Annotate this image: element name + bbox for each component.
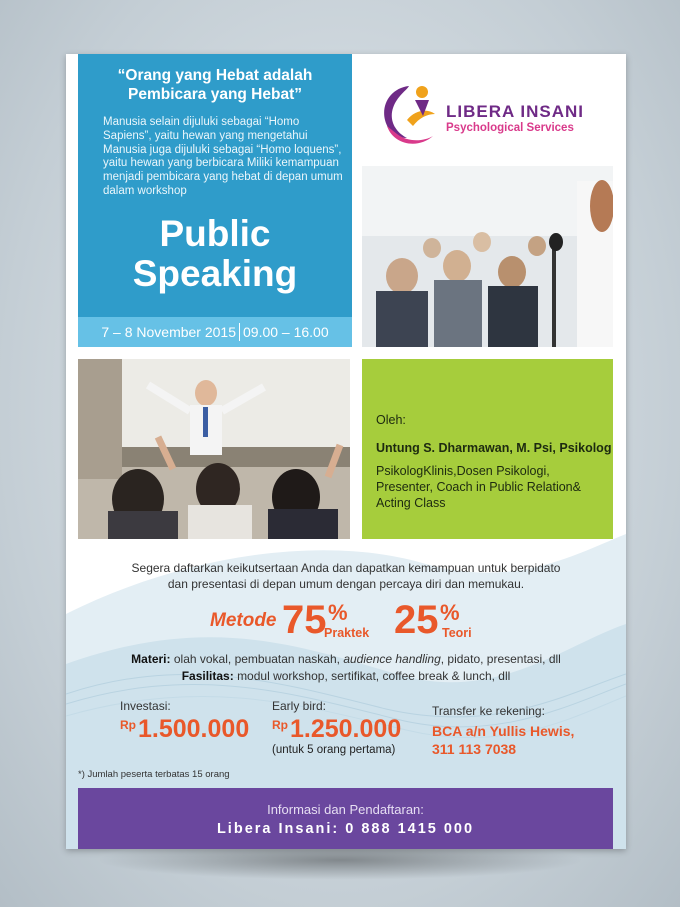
materi-italic-text: audience handling (343, 652, 441, 666)
speaker-description: PsikologKlinis,Dosen Psikologi, Presenter, Coach in Public Relation& Acting Class (376, 464, 581, 510)
transfer-account-name: BCA a/n Yullis Hewis, (432, 723, 575, 739)
event-date: 7 – 8 November 2015 (101, 324, 236, 340)
materi-text: olah vokal, pembuatan naskah, (173, 652, 340, 666)
early-bird-note: (untuk 5 orang pertama) (272, 744, 396, 756)
investasi-currency: Rp (120, 718, 136, 732)
event-time: 09.00 – 16.00 (243, 324, 329, 340)
investasi-label: Investasi: (120, 699, 171, 713)
fasilitas-line (86, 669, 606, 683)
theory-percent-sign: % (440, 600, 460, 625)
intro-text: Manusia selain dijuluki sebagai “Homo Sapiens”, yaitu hewan yang mengetahui Manusia juga dijuluki sebagai “Homo loquens”, yaitu hewan yang berbicara Miliki kemampuan menjadi pembicara yang hebat di depan umum dalam workshop (103, 116, 343, 197)
flyer (66, 54, 626, 849)
speaker-panel (362, 359, 613, 539)
date-separator (239, 323, 240, 341)
theory-label: Teori (442, 626, 472, 640)
early-bird-amount: 1.250.000 (290, 715, 402, 743)
speaker-by-label: Oleh: (376, 413, 406, 427)
invitation-line-1: Segera daftarkan keikutsertaan Anda dan dapatkan kemampuan untuk berpidato (131, 561, 561, 575)
invitation-text (96, 560, 596, 592)
libera-insani-logo-icon (379, 80, 441, 154)
speaker-name: Untung S. Dharmawan, M. Psi, Psikolog (376, 441, 612, 455)
brand-name: LIBERA INSANI (446, 102, 584, 121)
investasi-amount: 1.500.000 (138, 715, 250, 743)
materi-text-end: , pidato, presentasi, dll (440, 652, 561, 666)
transfer-label: Transfer ke rekening: (432, 704, 545, 718)
practice-percent-sign: % (328, 600, 348, 625)
workshop-title (78, 214, 352, 294)
date-time-bar (78, 317, 352, 347)
transfer-account-number: 311 113 7038 (432, 741, 517, 757)
footer-contact: Libera Insani: 0 888 1415 000 (216, 821, 475, 837)
fasilitas-text: modul workshop, sertifikat, coffee break & lunch, dll (237, 669, 511, 683)
headline-panel (78, 54, 352, 317)
invitation-line-2: dan presentasi di depan umum dengan percaya diri dan memukau. (167, 577, 525, 591)
practice-percent: 75 (282, 598, 327, 642)
title-line-1: Public (159, 213, 271, 254)
method-breakdown (210, 598, 510, 648)
early-bird-label: Early bird: (272, 699, 327, 713)
investasi-price (120, 715, 249, 744)
participant-limit-note: *) Jumlah peserta terbatas 15 orang (78, 769, 230, 780)
registration-footer (78, 788, 613, 849)
theory-percent: 25 (394, 598, 439, 642)
brand-subtitle: Psychological Services (446, 122, 574, 134)
presenter-photo (78, 359, 350, 539)
early-bird-currency: Rp (272, 718, 288, 732)
method-label: Metode (210, 610, 277, 631)
practice-label: Praktek (324, 626, 370, 640)
headline-quote: “Orang yang Hebat adalah Pembicara yang Hebat” (117, 67, 313, 103)
early-bird-price (272, 715, 401, 744)
footer-info-label: Informasi dan Pendaftaran: (267, 802, 424, 817)
fasilitas-label: Fasilitas: (181, 669, 234, 683)
audience-photo (362, 166, 613, 347)
materi-label: Materi: (131, 652, 171, 666)
title-line-2: Speaking (132, 253, 298, 294)
materi-line (86, 652, 606, 666)
